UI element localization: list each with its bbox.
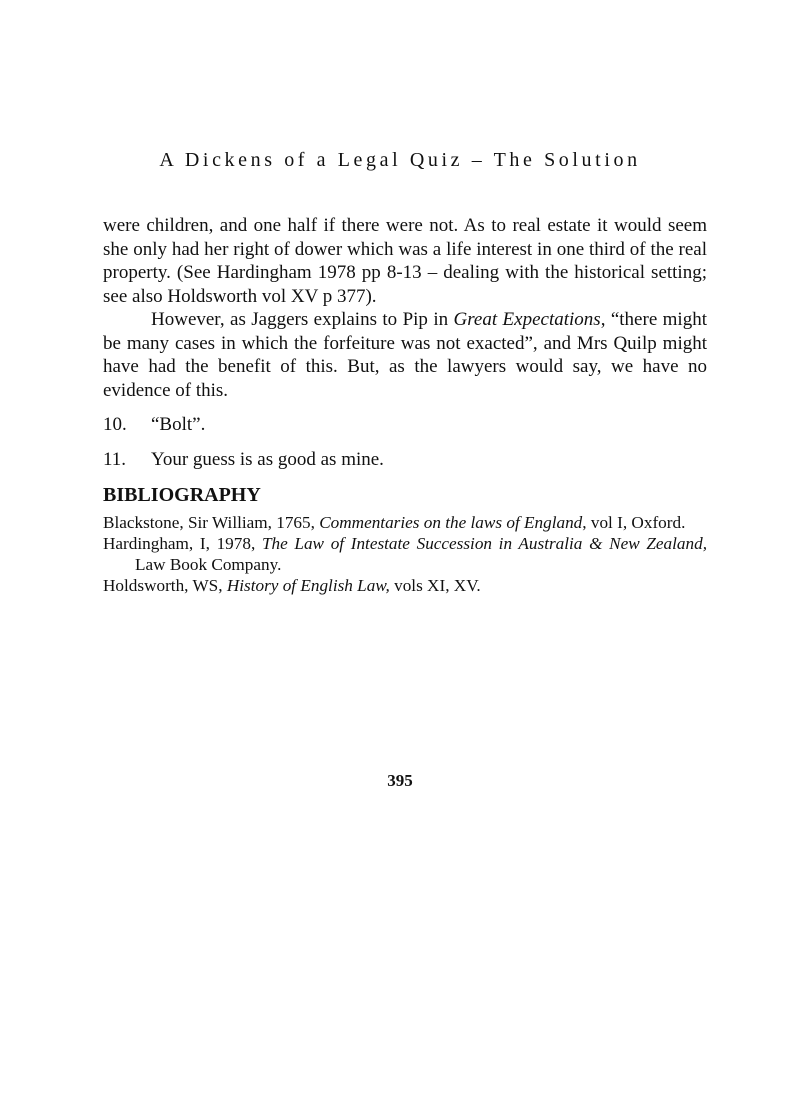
paragraph-2-after: , “there might be many cases in which the forfeiture was not exacted”, and Mrs Quilp might have had the benefit of this. But, as the lawyers would say, we have no evidence of this. <box>103 309 707 401</box>
answer-text: Your guess is as good as mine. <box>151 448 384 470</box>
answer-number: 10. <box>103 414 127 435</box>
running-header: A Dickens of a Legal Quiz – The Solution <box>159 149 641 171</box>
paragraph-2 <box>103 308 707 402</box>
answer-number: 11. <box>103 448 127 470</box>
entry-details: , vol I, Oxford. <box>582 513 686 532</box>
bibliography-entry <box>103 575 707 596</box>
entry-author: Hardingham, I, 1978, <box>103 534 262 553</box>
answer-10 <box>103 413 707 437</box>
book-title-great-expectations: Great Expectations <box>453 309 601 330</box>
entry-author: Blackstone, Sir William, 1765, <box>103 513 320 532</box>
bibliography-heading: BIBLIOGRAPHY <box>103 484 261 506</box>
bibliography-entry <box>103 512 707 533</box>
answer-text: “Bolt”. <box>151 414 206 435</box>
paragraph-2-before: However, as Jaggers explains to Pip in <box>151 309 454 330</box>
entry-title: History of English Law, <box>226 576 390 595</box>
entry-details: vols XI, XV. <box>389 576 481 595</box>
entry-title: The Law of Intestate Succession in Australia & New Zealand, <box>261 534 707 553</box>
bibliography-entry <box>103 533 707 575</box>
entry-author: Holdsworth, WS, <box>103 576 227 595</box>
entry-details: Law Book Company. <box>135 555 282 574</box>
answer-11 <box>103 448 707 472</box>
main-content <box>103 214 707 596</box>
bibliography-list <box>103 512 707 596</box>
page-number: 395 <box>387 771 413 790</box>
entry-title: Commentaries on the laws of England <box>319 513 583 532</box>
paragraph-1: were children, and one half if there were not. As to real estate it would seem she only had her right of dower which was a life interest in one third of the real property. (See Hardingham 1978 pp 8-13 – dealing with the historical setting; see also Holdsworth vol XV p 377). <box>103 215 707 307</box>
